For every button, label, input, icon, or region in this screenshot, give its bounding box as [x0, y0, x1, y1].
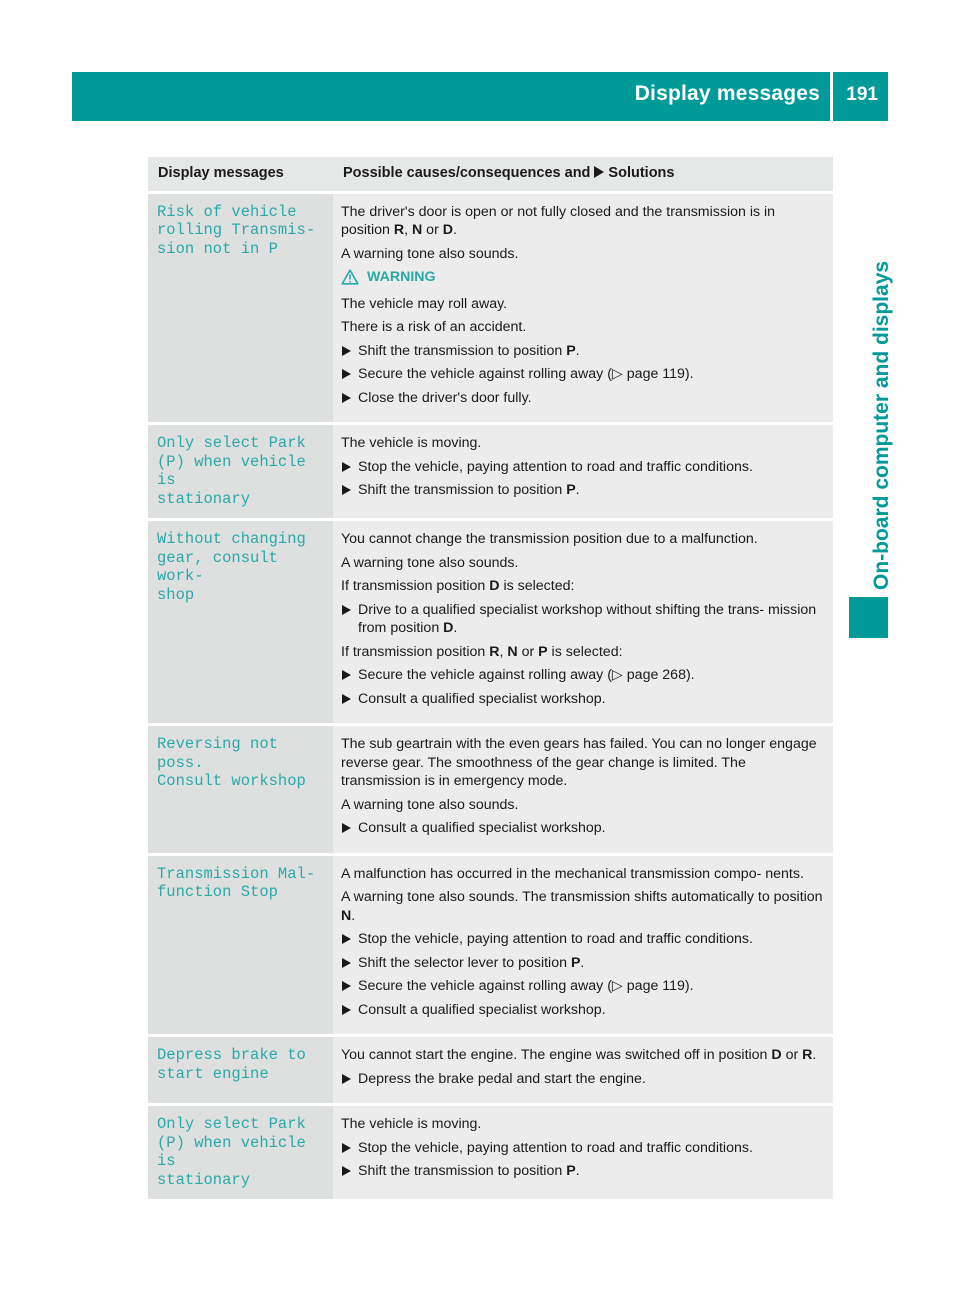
table-row — [148, 1106, 833, 1199]
action-arrow-icon — [342, 1074, 351, 1084]
display-messages-table — [148, 154, 833, 1202]
cause-text: The vehicle is moving. — [341, 1116, 482, 1132]
action-step: Stop the vehicle, paying attention to road and traffic conditions. — [341, 1139, 827, 1158]
action-arrow-icon — [342, 485, 351, 495]
action-arrow-icon — [342, 670, 351, 680]
action-arrow-icon — [342, 958, 351, 968]
cause-text: A warning tone also sounds. — [341, 554, 519, 571]
action-arrow-icon — [594, 166, 604, 178]
column-header-solutions — [333, 157, 833, 191]
header-separator — [830, 72, 833, 121]
action-step: Shift the transmission to position P. — [341, 342, 827, 361]
action-step: Shift the transmission to position P. — [341, 481, 827, 500]
display-message-text: Only select Park (P) when vehicle is stationary — [157, 434, 306, 508]
display-message — [148, 856, 333, 1035]
action-step: Drive to a qualified specialist workshop without shifting the trans‐ mission from position D. — [341, 601, 827, 638]
page-header-bar — [72, 72, 888, 121]
display-message — [148, 726, 333, 853]
action-step: Shift the transmission to position P. — [341, 1162, 827, 1181]
action-step: Consult a qualified specialist workshop. — [341, 1001, 827, 1020]
condition-text: If transmission position D is selected: — [341, 578, 575, 594]
display-message-text: Without changing gear, consult work‐ shop — [157, 530, 306, 604]
action-step: Secure the vehicle against rolling away (▷ page 119). — [341, 977, 827, 996]
page-number: 191 — [846, 84, 878, 105]
column-header-solutions-suffix: Solutions — [608, 165, 675, 181]
display-message — [148, 1106, 333, 1199]
action-arrow-icon — [342, 694, 351, 704]
solutions-cell — [333, 856, 833, 1035]
solutions-cell — [333, 194, 833, 423]
table-row — [148, 726, 833, 853]
action-arrow-icon — [342, 981, 351, 991]
display-message-text: Reversing not poss. Consult workshop — [157, 735, 306, 790]
action-arrow-icon — [342, 1166, 351, 1176]
action-arrow-icon — [342, 462, 351, 472]
cause-text: You cannot start the engine. The engine was switched off in position D or R. — [341, 1047, 817, 1063]
chapter-tab-label: On-board computer and displays — [870, 260, 893, 590]
table-header-row — [148, 157, 833, 191]
action-step: Depress the brake pedal and start the engine. — [341, 1070, 827, 1089]
action-arrow-icon — [342, 1005, 351, 1015]
action-arrow-icon — [342, 393, 351, 403]
action-step: Secure the vehicle against rolling away (▷ page 268). — [341, 666, 827, 685]
solutions-cell — [333, 425, 833, 518]
display-message — [148, 1037, 333, 1103]
cause-text: The sub geartrain with the even gears has failed. You can no longer engage reverse gear. The smoothness of the gear change is limited. The transmission is in emergency mode. — [341, 736, 817, 789]
cause-text: The driver's door is open or not fully closed and the transmission is in position R, N or D. — [341, 203, 776, 238]
warning-triangle-icon — [341, 269, 359, 285]
solutions-cell — [333, 726, 833, 853]
condition-text: If transmission position R, N or P is selected: — [341, 643, 623, 660]
action-step: Secure the vehicle against rolling away (▷ page 119). — [341, 365, 827, 384]
warning-label: WARNING — [367, 269, 436, 285]
table-row — [148, 425, 833, 518]
action-arrow-icon — [342, 1143, 351, 1153]
action-step: Stop the vehicle, paying attention to road and traffic conditions. — [341, 930, 827, 949]
action-arrow-icon — [342, 346, 351, 356]
display-message-text: Only select Park (P) when vehicle is stationary — [157, 1115, 306, 1189]
action-step: Shift the selector lever to position P. — [341, 954, 827, 973]
page-header-title: Display messages — [634, 82, 820, 105]
warning-text: The vehicle may roll away. — [341, 295, 508, 312]
display-message-text: Risk of vehicle rolling Transmis‐ sion not in P — [157, 202, 316, 258]
action-arrow-icon — [342, 934, 351, 944]
cause-text: A warning tone also sounds. The transmission shifts automatically to position N. — [341, 889, 823, 924]
display-message — [148, 194, 333, 423]
column-header-solutions-text: Possible causes/consequences and — [343, 165, 591, 181]
action-arrow-icon — [342, 823, 351, 833]
display-message — [148, 521, 333, 723]
display-message-text: Transmission Mal‐ function Stop — [157, 864, 316, 901]
display-message — [148, 425, 333, 518]
chapter-tab-marker — [849, 597, 888, 638]
display-message-text: Depress brake to start engine — [157, 1046, 306, 1083]
action-arrow-icon — [342, 369, 351, 379]
warning-heading — [341, 268, 827, 287]
solutions-cell — [333, 1037, 833, 1103]
solutions-cell — [333, 1106, 833, 1199]
table-row — [148, 1037, 833, 1103]
cause-text: A warning tone also sounds. — [341, 796, 519, 813]
solutions-cell — [333, 521, 833, 723]
column-header-display-messages: Display messages — [148, 157, 333, 191]
table-row — [148, 194, 833, 423]
warning-text: There is a risk of an accident. — [341, 319, 527, 335]
cause-text: The vehicle is moving. — [341, 435, 482, 451]
action-step: Close the driver's door fully. — [341, 389, 827, 408]
table-row — [148, 521, 833, 723]
table-row — [148, 856, 833, 1035]
action-arrow-icon — [342, 605, 351, 615]
cause-text: A warning tone also sounds. — [341, 245, 519, 262]
action-step: Consult a qualified specialist workshop. — [341, 690, 827, 709]
action-step: Stop the vehicle, paying attention to road and traffic conditions. — [341, 458, 827, 477]
cause-text: A malfunction has occurred in the mechanical transmission compo‐ nents. — [341, 865, 804, 882]
action-step: Consult a qualified specialist workshop. — [341, 819, 827, 838]
cause-text: You cannot change the transmission position due to a malfunction. — [341, 531, 758, 547]
